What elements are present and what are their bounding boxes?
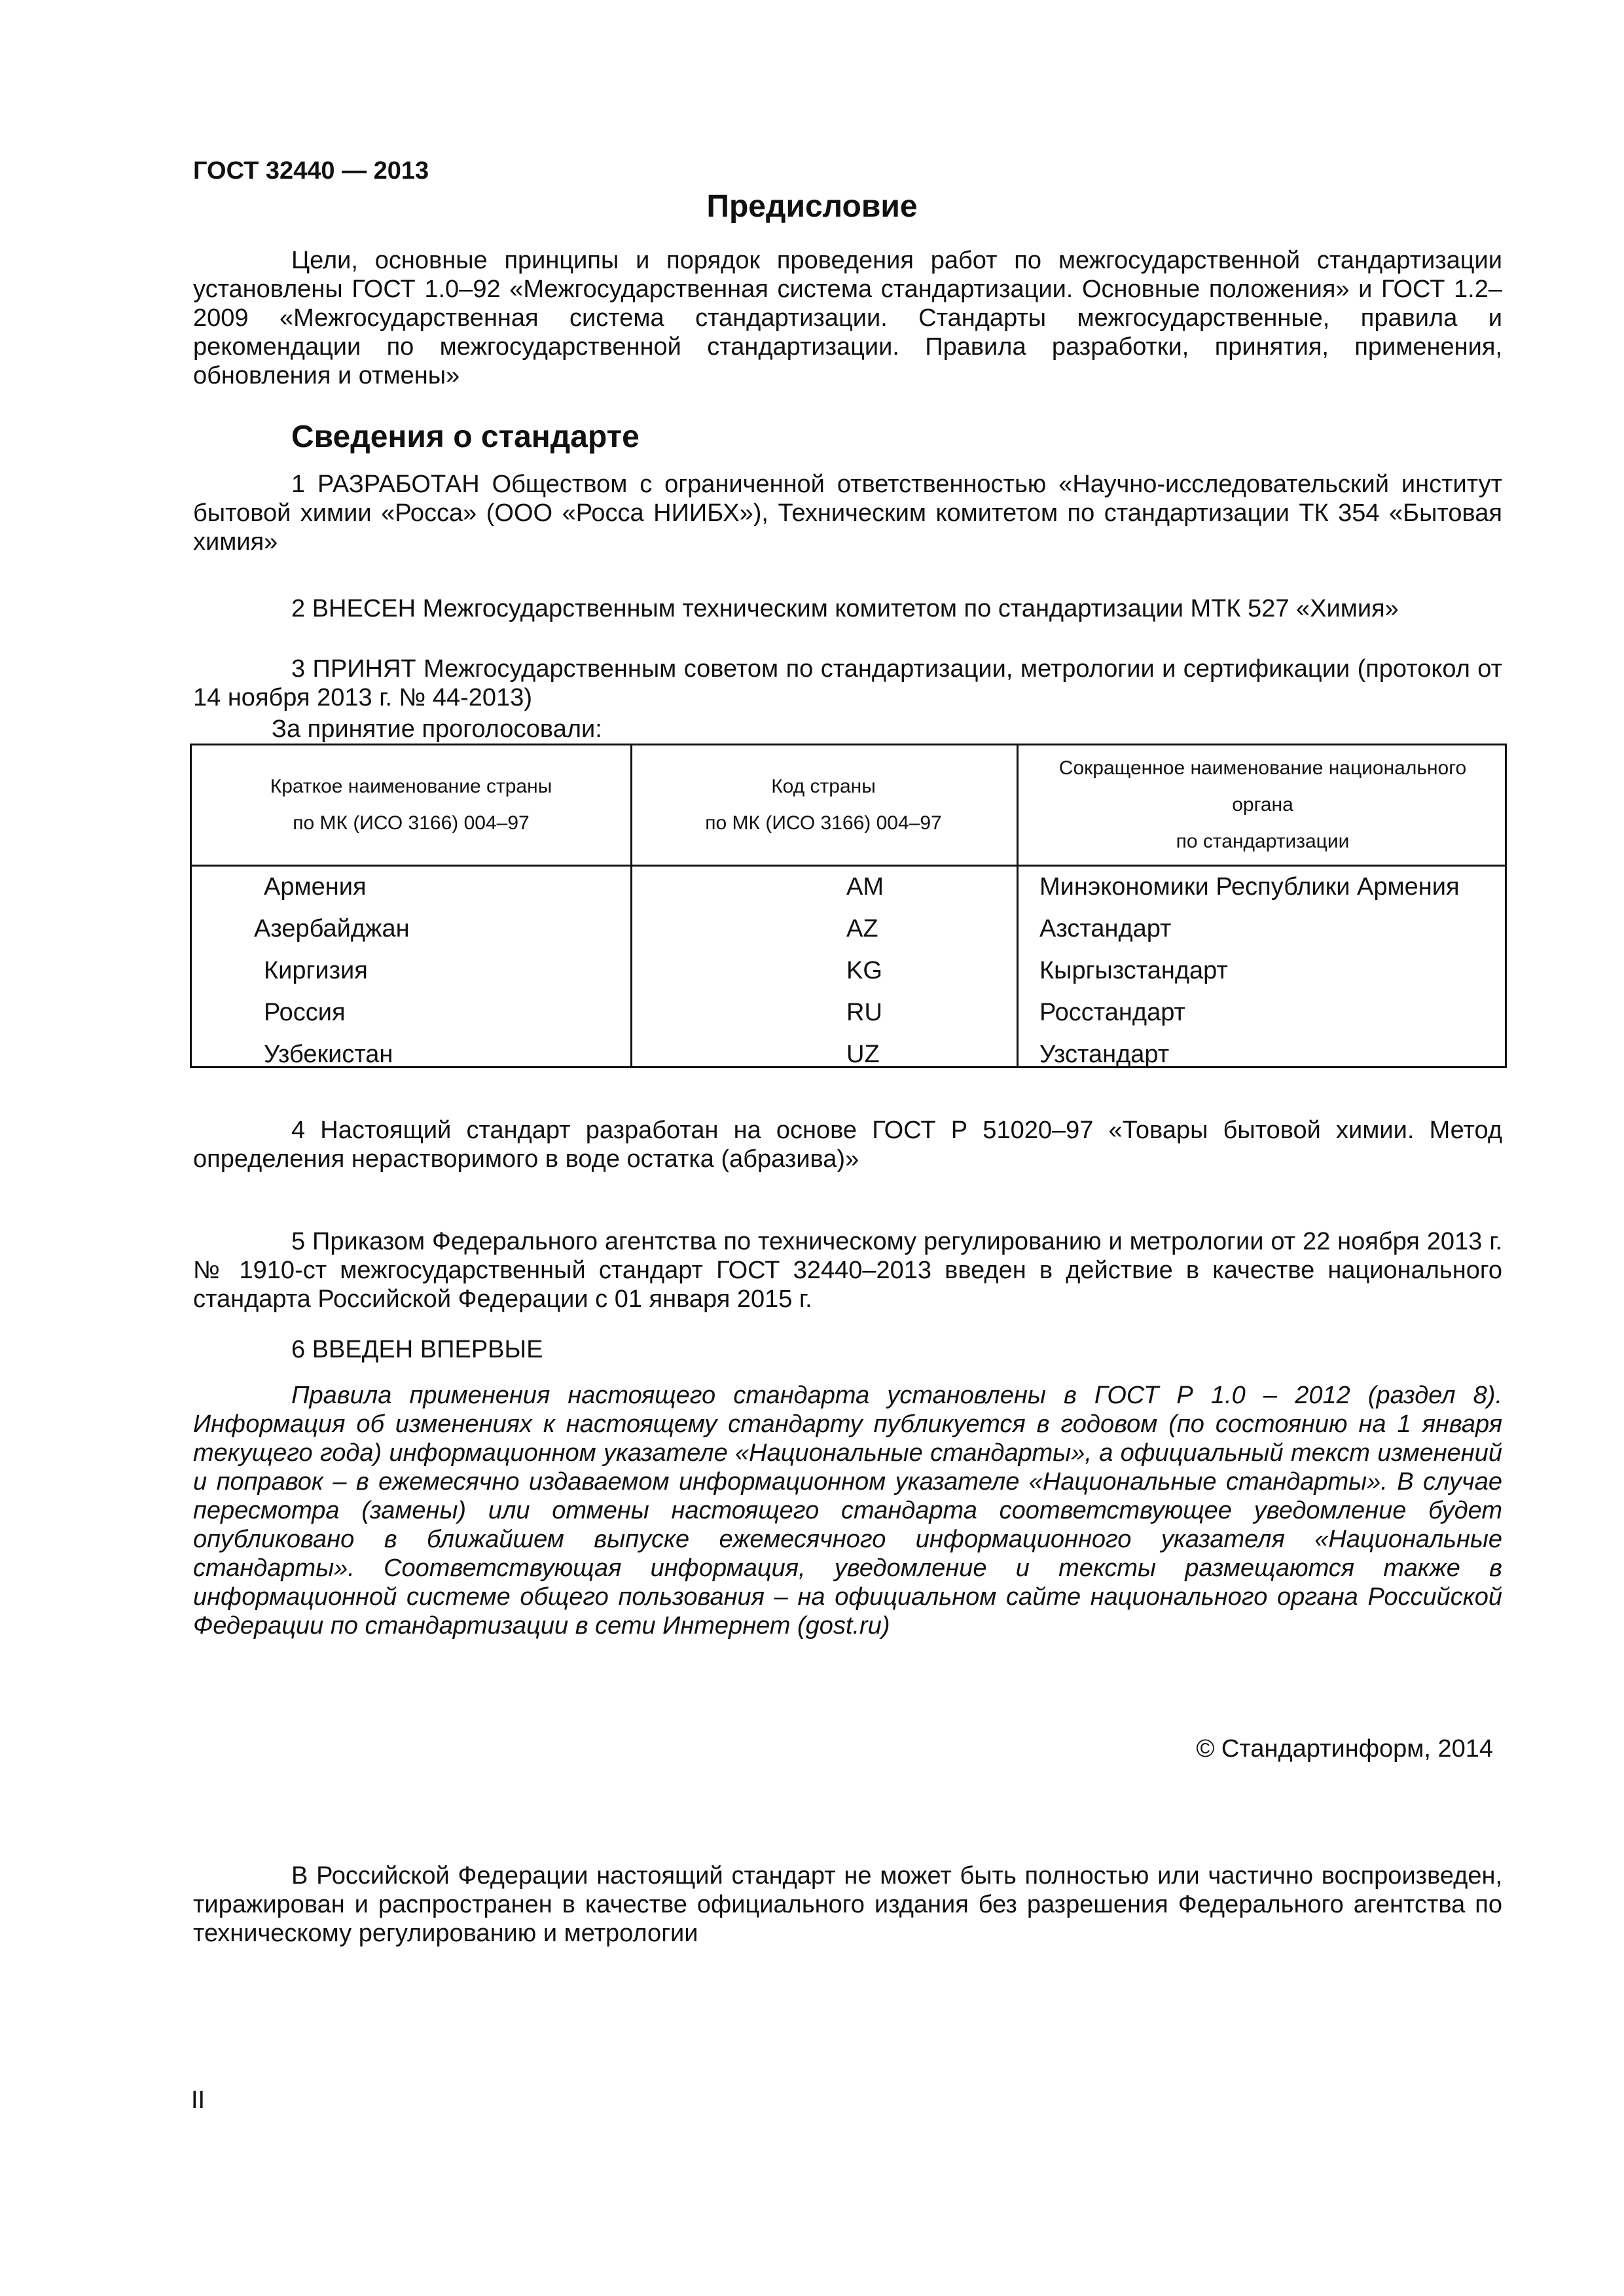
item-submitted: 2 ВНЕСЕН Межгосударственным техническим комитетом по стандартизации МТК 527 «Химия» (291, 595, 1399, 622)
vote-label: За принятие проголосовали: (272, 715, 602, 743)
table-cell-code: RU (846, 999, 882, 1026)
page-number: II (191, 2087, 206, 2114)
table-cell-country: Россия (264, 999, 346, 1026)
table-cell-code: KG (846, 957, 882, 984)
table-cell-body: Росстандарт (1039, 999, 1185, 1026)
table-divider (192, 865, 1505, 867)
item-adopted: 3 ПРИНЯТ Межгосударственным советом по стандартизации, метрологии и сертификации (протокол от 14 ноября 2013 г. № 44-2013) (193, 655, 1502, 711)
voting-table (190, 744, 1507, 1068)
item-order: 5 Приказом Федерального агентства по техническому регулированию и метрологии от 22 ноября 2013 г. № 1910-ст межгосударственный стандарт ГОСТ 32440–2013 введен в действие в качестве национального стандарта Российской Федерации с 01 января 2015 г. (193, 1228, 1502, 1313)
item-introduced: 6 ВВЕДЕН ВПЕРВЫЕ (291, 1336, 543, 1363)
item-based-on: 4 Настоящий стандарт разработан на основе ГОСТ Р 51020–97 «Товары бытовой химии. Метод определения нерастворимого в воде остатка (абразива)» (193, 1117, 1502, 1173)
table-cell-code: AZ (846, 915, 878, 942)
table-cell-country: Узбекистан (264, 1041, 393, 1068)
preface-paragraph: Цели, основные принципы и порядок проведения работ по межгосударственной стандартизации установлены ГОСТ 1.0–92 «Межгосударственная система стандартизации. Основные положения» и ГОСТ 1.2–2009 «Межгосударственная система стандартизации. Стандарты межгосударственные, правила и рекомендации по межгосударственной стандартизации. Правила разработки, принятия, применения, обновления и отмены» (193, 247, 1502, 389)
table-cell-body: Узстандарт (1039, 1041, 1170, 1068)
table-header-body: Сокращенное наименование национального органа по стандартизации (1058, 757, 1467, 852)
section-heading: Сведения о стандарте (291, 420, 640, 454)
rules-paragraph: Правила применения настоящего стандарта установлены в ГОСТ Р 1.0 – 2012 (раздел 8). Информация об изменениях к настоящему стандарту публикуется в годовом (по состоянию на 1 января текущего года) информационном указателе «Национальные стандарты», а официальный текст изменений и поправок – в ежемесячно издаваемом информационном указателе «Национальные стандарты». В случае пересмотра (замены) или отмены настоящего стандарта соответствующее уведомление будет опубликовано в ближайшем выпуске ежемесячного информационного указателя «Национальные стандарты». Соответствующая информация, уведомление и тексты размещаются также в информационной системе общего пользования – на официальном сайте национального органа Российской Федерации по стандартизации в сети Интернет (gost.ru) (193, 1382, 1502, 1640)
table-cell-country: Азербайджан (254, 915, 410, 942)
table-cell-country: Киргизия (264, 957, 368, 984)
table-header-country: Краткое наименование страны по МК (ИСО 3166) 004–97 (270, 776, 552, 834)
document-header: ГОСТ 32440 — 2013 (193, 157, 429, 185)
page-title: Предисловие (706, 189, 918, 224)
copyright-line: © Стандартинформ, 2014 (1196, 1735, 1493, 1763)
table-cell-body: Минэкономики Республики Армения (1039, 873, 1460, 901)
table-cell-body: Азстандарт (1039, 915, 1172, 942)
reproduction-notice: В Российской Федерации настоящий стандарт не может быть полностью или частично воспроизведен, тиражирован и распространен в качестве официального издания без разрешения Федерального агентства по техническому регулированию и метрологии (193, 1862, 1502, 1947)
item-developed: 1 РАЗРАБОТАН Обществом с ограниченной ответственностью «Научно-исследовательский институт бытовой химии «Росса» (ООО «Росса НИИБХ»), Техническим комитетом по стандартизации ТК 354 «Бытовая химия» (193, 471, 1502, 556)
table-cell-code: AM (846, 873, 884, 901)
table-cell-body: Кыргызстандарт (1039, 957, 1228, 984)
table-cell-country: Армения (264, 873, 367, 901)
table-cell-code: UZ (846, 1041, 880, 1068)
table-header-code: Код страны по МК (ИСО 3166) 004–97 (705, 776, 942, 834)
